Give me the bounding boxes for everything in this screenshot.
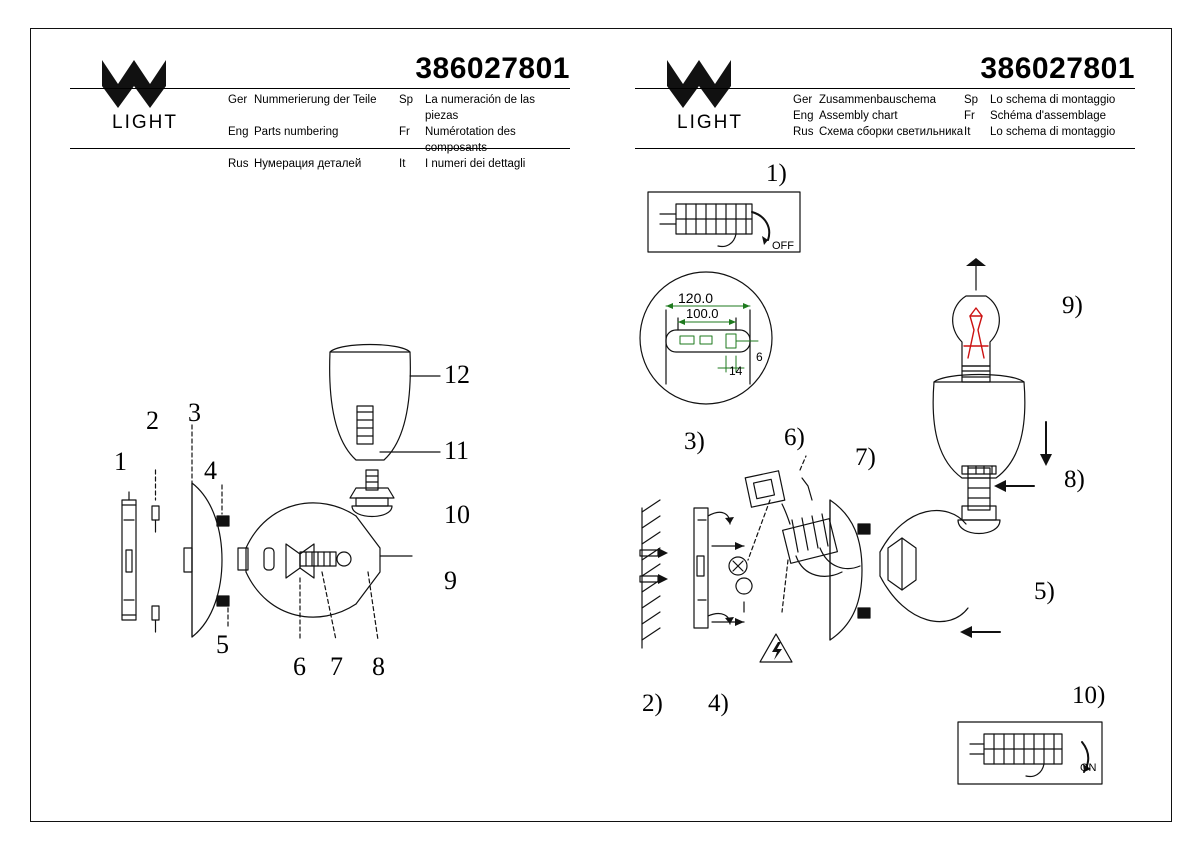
lang-text: Lo schema di montaggio bbox=[990, 126, 1116, 138]
callout-8: 8 bbox=[372, 652, 385, 681]
callout-5: 5 bbox=[216, 630, 229, 659]
dimension-outer-width: 120.0 bbox=[678, 290, 714, 306]
lang-text: Parts numbering bbox=[254, 126, 339, 138]
callout-2: 2 bbox=[146, 406, 159, 435]
lang-code: Ger bbox=[228, 94, 248, 106]
step-label-5: 5) bbox=[1034, 578, 1055, 605]
warning-icon bbox=[760, 634, 792, 662]
dimension-plate-height: 14 bbox=[729, 364, 743, 378]
dimension-inner-width: 100.0 bbox=[686, 306, 719, 321]
switch-off-label: OFF bbox=[772, 240, 794, 252]
lang-code: It bbox=[399, 158, 406, 170]
step-3-mounting-bar bbox=[694, 508, 752, 628]
dimension-hole-diameter: 6 bbox=[756, 350, 763, 364]
step-label-8: 8) bbox=[1064, 466, 1085, 493]
lang-text: I numeri dei dettagli bbox=[425, 158, 526, 170]
step-label-9: 9) bbox=[1062, 292, 1083, 319]
part-1-mounting-bar bbox=[122, 492, 136, 620]
lang-code: It bbox=[964, 126, 971, 138]
callout-6: 6 bbox=[293, 652, 306, 681]
lang-text: Nummerierung der Teile bbox=[254, 94, 377, 106]
lang-text: Schéma d'assemblage bbox=[990, 110, 1106, 122]
switch-on-label: ON bbox=[1080, 762, 1097, 774]
step-label-2: 2) bbox=[642, 690, 663, 717]
callout-12: 12 bbox=[444, 360, 470, 389]
brand-logo-text-right: LIGHT bbox=[677, 112, 743, 133]
callout-9: 9 bbox=[444, 566, 457, 595]
lang-text: La numeración de las piezas bbox=[425, 94, 535, 122]
step-label-1: 1) bbox=[766, 160, 787, 187]
lang-code: Eng bbox=[228, 126, 249, 138]
lang-text: Схема сборки светильника bbox=[819, 126, 964, 138]
step-label-4: 4) bbox=[708, 690, 729, 717]
step-10-switch-box bbox=[958, 722, 1102, 784]
lang-text: Numérotation des composants bbox=[425, 126, 516, 154]
part-2-screws bbox=[152, 470, 159, 632]
callout-3: 3 bbox=[188, 398, 201, 427]
lang-code: Sp bbox=[964, 94, 979, 106]
article-number-right: 386027801 bbox=[980, 52, 1135, 85]
lang-text: Нумерация деталей bbox=[254, 158, 362, 170]
lang-code: Fr bbox=[399, 126, 410, 138]
lang-code: Rus bbox=[228, 158, 249, 170]
article-number-left: 386027801 bbox=[415, 52, 570, 85]
callout-11: 11 bbox=[444, 436, 470, 465]
step-label-10: 10) bbox=[1072, 682, 1106, 709]
step-label-7: 7) bbox=[855, 444, 876, 471]
lang-code: Rus bbox=[793, 126, 814, 138]
part-6-7-8-screw-assembly bbox=[264, 544, 378, 640]
step-9-bulb bbox=[953, 258, 1000, 382]
callout-1: 1 bbox=[114, 447, 127, 476]
brand-logo-text-left: LIGHT bbox=[112, 112, 178, 133]
callout-10: 10 bbox=[444, 500, 470, 529]
part-4-5-blocks bbox=[217, 485, 229, 628]
step-6-terminal-block bbox=[745, 456, 860, 612]
part-10-socket-cup bbox=[350, 470, 394, 517]
lang-code: Fr bbox=[964, 110, 975, 122]
callout-4: 4 bbox=[204, 456, 217, 485]
step-label-3: 3) bbox=[684, 428, 705, 455]
bulb-filament bbox=[964, 308, 988, 358]
lang-text: Lo schema di montaggio bbox=[990, 94, 1116, 106]
lang-code: Eng bbox=[793, 110, 814, 122]
callout-7: 7 bbox=[330, 652, 343, 681]
lang-code: Ger bbox=[793, 94, 813, 106]
assembled-lamp bbox=[830, 375, 1025, 641]
step-label-6: 6) bbox=[784, 424, 805, 451]
step-2-wall bbox=[640, 500, 668, 648]
part-12-glass-shade bbox=[330, 345, 440, 461]
lang-code: Sp bbox=[399, 94, 414, 106]
lang-text: Zusammenbauschema bbox=[819, 94, 936, 106]
lang-text: Assembly chart bbox=[819, 110, 898, 122]
